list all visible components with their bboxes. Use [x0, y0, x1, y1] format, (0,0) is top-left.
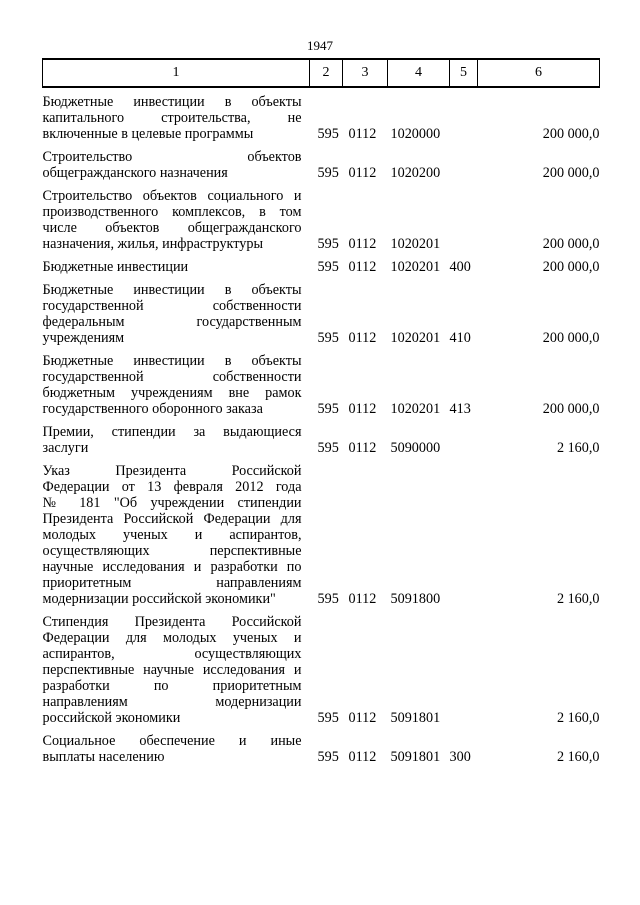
row-name-line: назначения, жилья, инфраструктуры: [42, 236, 263, 252]
row-ministry-code: 595: [317, 259, 339, 275]
row-type-code: 300: [449, 749, 471, 765]
row-section-code: 0112: [348, 591, 377, 607]
row-name-line: капитального строительства, не: [42, 110, 302, 126]
row-name: [43, 87, 310, 142]
row-ministry-code: 595: [317, 236, 339, 252]
table-row: [43, 142, 600, 181]
table-row: [43, 346, 600, 417]
table-row: [43, 726, 600, 765]
row-ministry-code: 595: [317, 710, 339, 726]
row-ministry-code: 595: [317, 440, 339, 456]
page-number: 1947: [307, 38, 333, 53]
row-amount: 200 000,0: [542, 401, 600, 417]
table-body: [43, 87, 600, 765]
row-name-line: учреждениям: [42, 330, 125, 346]
row-name-line: Бюджетные инвестиции: [42, 259, 189, 275]
row-name-line: производственного комплексов, в том: [42, 204, 302, 220]
row-section-code: 0112: [348, 401, 377, 417]
row-name-line: общегражданского назначения: [42, 165, 228, 181]
row-name-line: заслуги: [42, 440, 89, 456]
column-header-type: 5: [450, 59, 478, 87]
row-name-line: Строительство объектов: [42, 149, 302, 165]
column-header-section: 3: [343, 59, 388, 87]
row-name-line: Президента Российской Федерации для: [42, 511, 302, 527]
row-name-line: российской экономики: [42, 710, 181, 726]
column-header-name: 1: [43, 59, 310, 87]
table-row: [43, 607, 600, 726]
row-name-line: Бюджетные инвестиции в объекты: [42, 353, 302, 369]
row-name-line: № 181 "Об учреждении стипендии: [42, 495, 302, 511]
row-ministry-code: 595: [317, 591, 339, 607]
row-name-line: Федерации от 13 февраля 2012 года: [42, 479, 302, 495]
row-type-code: 400: [449, 259, 471, 275]
column-header-amount: 6: [478, 59, 600, 87]
row-name-line: федеральным государственным: [42, 314, 302, 330]
row-ministry-code: 595: [317, 749, 339, 765]
row-name-line: Бюджетные инвестиции в объекты: [42, 94, 302, 110]
row-name-line: модернизации российской экономики": [42, 591, 276, 607]
row-name-line: государственного оборонного заказа: [42, 401, 263, 417]
row-amount: 200 000,0: [542, 236, 600, 252]
row-name: [43, 252, 310, 275]
column-header-ministry: 2: [310, 59, 343, 87]
row-name-line: числе объектов общегражданского: [42, 220, 302, 236]
row-ministry-code: 595: [317, 165, 339, 181]
row-type-code: [450, 142, 478, 181]
table-row: [43, 252, 600, 275]
row-name-line: Федерации для молодых ученых и: [42, 630, 302, 646]
row-type-code: [450, 607, 478, 726]
row-name: [43, 275, 310, 346]
row-name-line: выплаты населению: [42, 749, 165, 765]
row-type-code: [450, 87, 478, 142]
row-section-code: 0112: [348, 126, 377, 142]
table-row: [43, 456, 600, 607]
row-name-line: Указ Президента Российской: [42, 463, 302, 479]
row-name-line: Бюджетные инвестиции в объекты: [42, 282, 302, 298]
row-type-code: [450, 456, 478, 607]
row-amount: 200 000,0: [542, 259, 600, 275]
row-name-line: направлениям модернизации: [42, 694, 302, 710]
row-name-line: государственной собственности: [42, 298, 302, 314]
row-target-code: 5091800: [390, 591, 441, 607]
row-target-code: 5090000: [390, 440, 441, 456]
row-amount: 2 160,0: [556, 591, 600, 607]
row-target-code: 1020201: [390, 259, 441, 275]
row-amount: 200 000,0: [542, 165, 600, 181]
table-row: [43, 87, 600, 142]
row-section-code: 0112: [348, 749, 377, 765]
row-target-code: 1020201: [390, 330, 441, 346]
row-target-code: 1020200: [390, 165, 441, 181]
row-name-line: государственной собственности: [42, 369, 302, 385]
row-name-line: Премии, стипендии за выдающиеся: [42, 424, 302, 440]
row-name: [43, 726, 310, 765]
table-row: [43, 275, 600, 346]
row-ministry-code: 595: [317, 330, 339, 346]
row-ministry-code: 595: [317, 401, 339, 417]
row-amount: 2 160,0: [556, 710, 600, 726]
row-target-code: 1020000: [390, 126, 441, 142]
row-name-line: научные исследования и разработки по: [42, 559, 302, 575]
row-name: [43, 417, 310, 456]
row-target-code: 1020201: [390, 236, 441, 252]
row-amount: 200 000,0: [542, 126, 600, 142]
row-name: [43, 456, 310, 607]
row-amount: 2 160,0: [556, 440, 600, 456]
row-type-code: [450, 417, 478, 456]
row-type-code: [450, 181, 478, 252]
row-type-code: 410: [449, 330, 471, 346]
row-name-line: бюджетным учреждениям вне рамок: [42, 385, 302, 401]
row-section-code: 0112: [348, 259, 377, 275]
row-section-code: 0112: [348, 165, 377, 181]
row-target-code: 5091801: [390, 749, 441, 765]
row-name: [43, 142, 310, 181]
table-row: [43, 417, 600, 456]
row-section-code: 0112: [348, 236, 377, 252]
row-section-code: 0112: [348, 330, 377, 346]
row-target-code: 5091801: [390, 710, 441, 726]
row-name: [43, 181, 310, 252]
row-name-line: Строительство объектов социального и: [42, 188, 302, 204]
row-name-line: включенные в целевые программы: [42, 126, 254, 142]
budget-table: [42, 58, 600, 765]
row-section-code: 0112: [348, 710, 377, 726]
column-header-target: 4: [388, 59, 450, 87]
row-name-line: приоритетным направлениям: [42, 575, 302, 591]
row-name-line: Стипендия Президента Российской: [42, 614, 302, 630]
row-target-code: 1020201: [390, 401, 441, 417]
row-amount: 200 000,0: [542, 330, 600, 346]
row-name: [43, 607, 310, 726]
row-name-line: Социальное обеспечение и иные: [42, 733, 302, 749]
row-ministry-code: 595: [317, 126, 339, 142]
row-name-line: осуществляющих перспективные: [42, 543, 302, 559]
row-name-line: аспирантов, осуществляющих: [42, 646, 302, 662]
row-section-code: 0112: [348, 440, 377, 456]
row-name-line: перспективные научные исследования и: [42, 662, 302, 678]
table-header: [43, 59, 600, 87]
row-name: [43, 346, 310, 417]
row-type-code: 413: [449, 401, 471, 417]
table-row: [43, 181, 600, 252]
row-name-line: разработки по приоритетным: [42, 678, 302, 694]
row-name-line: молодых ученых и аспирантов,: [42, 527, 302, 543]
row-amount: 2 160,0: [556, 749, 600, 765]
